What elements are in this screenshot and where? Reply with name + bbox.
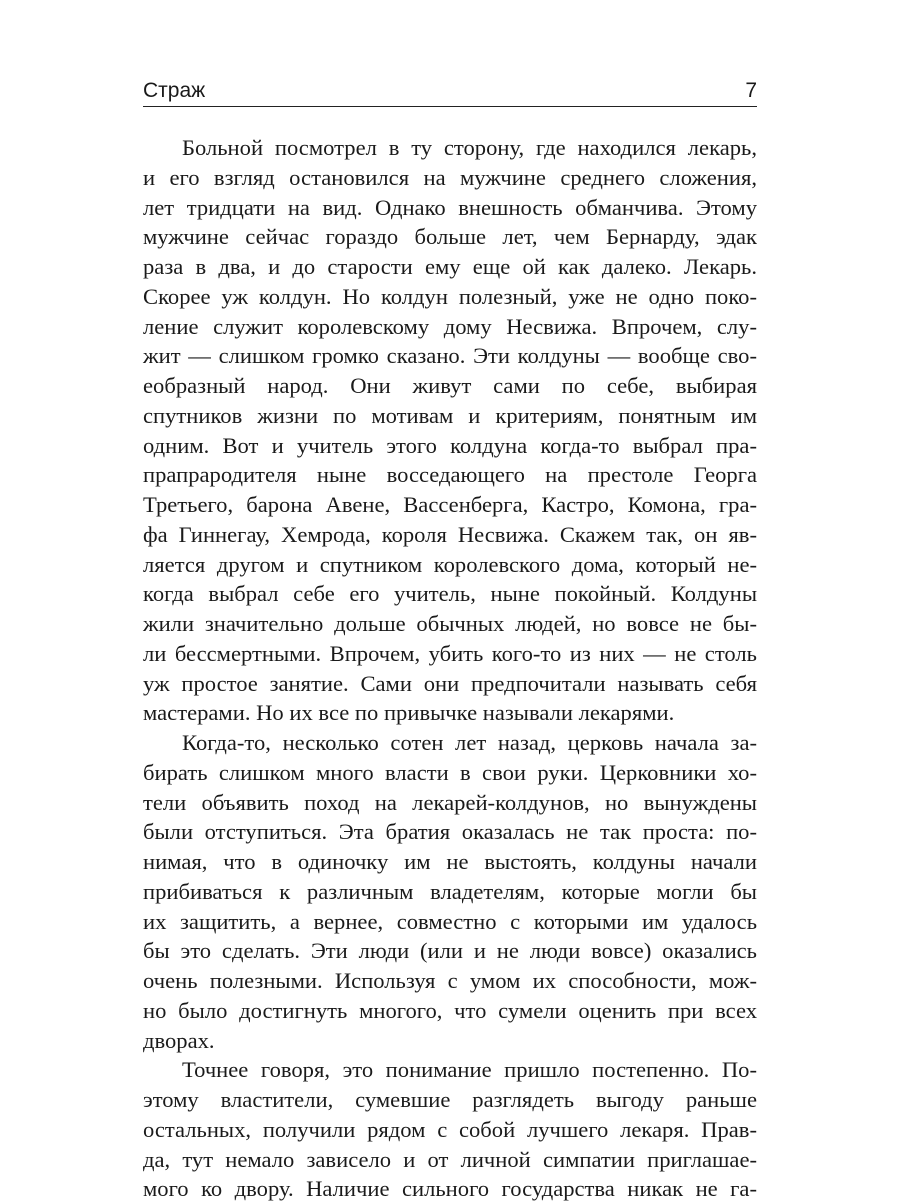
header-rule [143,106,757,107]
text-line: прапрародителя ныне восседающего на престоле Георга [143,462,757,488]
text-line: их защитить, а вернее, совместно с которыми им удалось [143,908,757,934]
text-line: Третьего, барона Авене, Вассенберга, Кастро, Комона, гра- [143,492,757,517]
text-line: но было достигнуть многого, что сумели оценить при всех [143,997,757,1023]
paragraph [143,133,757,728]
text-line: уж простое занятие. Сами они предпочитали называть себя [143,670,757,696]
text-line: когда выбрал себе его учитель, ныне покойный. Колдуны [143,581,757,607]
text-line: бирать слишком много власти в свои руки. Церковники хо- [143,759,757,785]
text-line: дворах. [143,1027,215,1053]
text-line: мастерами. Но их все по привычке называли лекарями. [143,700,675,726]
text-line: Точнее говоря, это понимание пришло постепенно. По- [182,1057,757,1083]
text-line: ли бессмертными. Впрочем, убить кого-то из них — не столь [143,640,757,666]
paragraph [143,1055,757,1204]
running-head [143,76,757,106]
text-line: ляется другом и спутником королевского дома, который не- [143,551,757,577]
text-line: жит — слишком громко сказано. Эти колдуны — вообще сво- [143,343,757,369]
text-line: нимая, что в одиночку им не выстоять, колдуны начали [143,849,757,874]
text-line: тели объявить поход на лекарей-колдунов, но вынуждены [143,789,757,815]
text-line: еобразный народ. Они живут сами по себе, выбирая [143,373,757,398]
text-line: лет тридцати на вид. Однако внешность обманчива. Этому [143,194,757,220]
body-text [143,133,757,1204]
text-line: мого ко двору. Наличие сильного государства никак не га- [143,1176,757,1202]
text-line: фа Гиннегау, Хемрода, короля Несвижа. Скажем так, он яв- [143,521,757,547]
text-line: были отступиться. Эта братия оказалась не так проста: по- [143,819,757,845]
text-line: этому властители, сумевшие разглядеть выгоду раньше [143,1087,757,1112]
text-line: мужчине сейчас гораздо больше лет, чем Бернарду, эдак [143,224,757,250]
text-line: очень полезными. Используя с умом их способности, мож- [143,968,757,993]
text-line: раза в два, и до старости ему еще ой как далеко. Лекарь. [143,254,757,279]
text-line: и его взгляд остановился на мужчине среднего сложения, [143,164,757,190]
text-line: Когда-то, несколько сотен лет назад, церковь начала за- [182,730,757,755]
text-line: Скорее уж колдун. Но колдун полезный, уже не одно поко- [143,283,757,309]
page-number: 7 [745,79,757,102]
running-title: Страж [143,79,206,102]
text-line: да, тут немало зависело и от личной симпатии приглашае- [143,1146,757,1172]
text-line: Больной посмотрел в ту сторону, где находился лекарь, [182,135,757,160]
text-line: прибиваться к различным владетелям, которые могли бы [143,878,757,904]
text-line: бы это сделать. Эти люди (или и не люди вовсе) оказались [143,938,757,964]
text-line: остальных, получили рядом с собой лучшего лекаря. Прав- [143,1116,757,1142]
paragraph [143,728,757,1055]
text-line: ление служит королевскому дому Несвижа. Впрочем, слу- [143,313,757,339]
text-line: жили значительно дольше обычных людей, но вовсе не бы- [143,611,757,636]
text-line: спутников жизни по мотивам и критериям, понятным им [143,402,757,428]
text-line: одним. Вот и учитель этого колдуна когда-то выбрал пра- [143,432,757,458]
